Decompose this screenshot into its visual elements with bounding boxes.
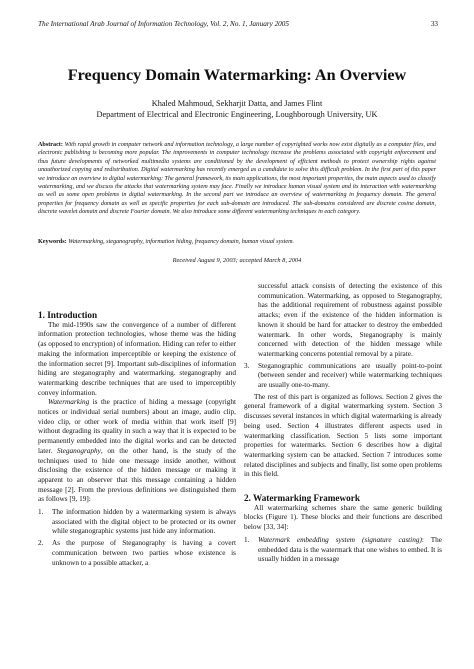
paragraph-organization: The rest of this part is organized as follows. Section 2 gives the general framework of a digital watermarking system. Section 3 discusses several instances in which digital watermarking is already being used. Section 4 illustrates different aspects used in watermarking classification. Section 5 lists some important properties for watermarks. Section 6 describes how a digital watermarking system can be attacked. Section 7 introduces some related disciplines and subjects and finally, list some open problems in this field. xyxy=(244,392,442,479)
abstract xyxy=(38,141,436,217)
list-item xyxy=(244,536,442,565)
list-number: 1. xyxy=(38,508,44,517)
distinction-list-cont xyxy=(244,362,442,391)
section-heading-introduction: 1. Introduction xyxy=(38,310,98,320)
list-item xyxy=(38,539,236,568)
running-header: The International Arab Journal of Information Technology, Vol. 2, No. 1, January 2005 xyxy=(38,20,289,28)
left-column xyxy=(38,283,236,570)
list-item-text: The embedded data is the watermark that one wishes to embed. It is usually hidden in a message xyxy=(258,535,442,564)
framework-list xyxy=(244,536,442,565)
term-embedding-system: Watermark embedding system (signature casting) xyxy=(258,535,422,544)
abstract-label: Abstract: xyxy=(38,142,63,148)
affiliation: Department of Electrical and Electronic Engineering, Loughborough University, UK xyxy=(96,110,378,119)
keywords xyxy=(38,238,436,246)
paragraph-framework: All watermarking schemes share the same generic building blocks (Figure 1). These blocks and their functions are described below [33, 34]: xyxy=(244,503,442,532)
keywords-text: Watermarking, steganography, information hiding, frequency domain, human visual system. xyxy=(68,239,295,245)
right-column xyxy=(244,282,442,567)
list-item xyxy=(38,508,236,537)
distinction-list xyxy=(38,508,236,568)
list-item-text: As the purpose of Steganography is having a covert communication between two parties whose existence is unknown to a possible attacker, a xyxy=(52,539,236,567)
list-number: 3. xyxy=(244,361,250,370)
list-number: 2. xyxy=(38,539,44,548)
paragraph-watermarking xyxy=(38,398,236,505)
received-date: Received August 9, 2003; accepted March 8, 2004 xyxy=(172,257,302,264)
term-colon: : xyxy=(421,535,424,544)
list-number: 1. xyxy=(244,535,250,544)
list-item-continuation: successful attack consists of detecting the existence of this communication. Watermarking, as opposed to Steganography, has the additional requirement of robustness against possible attacks; even if the existence of the hidden information is known it should be hard for attacker to destroy the embedded watermark. In other words, Steganography is mainly concerned with detection of the hidden message while watermarking concerns potential removal by a pirate. xyxy=(258,282,442,358)
keywords-label: Keywords: xyxy=(38,239,67,245)
paragraph-watermarking-b: , on the other hand, is the study of the techniques used to hide one message inside another, without disclosing the existence of the hidden message or making it apparent to an observer that this message containing a hidden message [2]. From the previous definitions we distinguished them as follows [9, 19]: xyxy=(38,446,236,504)
author-block xyxy=(0,98,474,120)
term-steganography: Steganography xyxy=(56,446,101,455)
list-item xyxy=(244,362,442,391)
paragraph-intro: The mid-1990s saw the convergence of a number of different information protection technologies, whose theme was the hiding (as opposed to encryption) of information. Hiding can refer to either making the information imperceptible or keeping the existence of the information secret [9]. Important sub-disciplines of information hiding are steganography and watermarking. steganography and watermarking describe techniques that are used to imperceptibly convey information. xyxy=(38,320,236,397)
page-number: 33 xyxy=(430,20,438,28)
paragraph-watermarking-a: is the practice of hiding a message (copyright notices or individual serial numbers) about an image, audio clip, video clip, or other work of media within that work itself [9] without degrading its quality in such a way that it is expected to be permanently embedded into the digital works and can be detected later. xyxy=(38,398,236,455)
section-heading-framework: 2. Watermarking Framework xyxy=(244,493,360,504)
authors: Khaled Mahmoud, Sekharjit Datta, and James Flint xyxy=(151,99,323,108)
abstract-text: With rapid growth in computer network and information technology, a large number of copyrighted works now exist digitally as a computer files, and electronic publishing is becoming more popular. The improvements in computer technology increase the problems associated with copyright enforcement and thus future developments of networked multimedia systems are conditioned by the development of efficient methods to protect ownership rights against unauthorized copying and redistribution. Digital watermarking has recently emerged as a candidate to solve this difficult problem. In the first part of this paper we introduce an overview to digital watermarking: The general framework, its main applications, the most important properties, the main aspects used to classify watermarking, and we discuss the attacks that watermarking system may face. Finally we introduce human visual system and its interaction with watermarking as well as some open problems in digital watermarking. In the second part we introduce an overview of watermarking in frequency domain. The general properties for frequency domain as well as specific properties for each sub-domain are introduced. The sub-domains considered are discrete cosine domain, discrete wavelet domain and discrete Fourier domain. We also introduce some different watermarking techniques in each category. xyxy=(38,142,436,216)
paper-title: Frequency Domain Watermarking: An Overview xyxy=(67,66,407,84)
list-item-text: Steganographic communications are usually point-to-point (between sender and receiver) while watermarking techniques are usually one-to-many. xyxy=(258,361,442,390)
list-item-text: The information hidden by a watermarking system is always associated with the digital object to be protected or its owner while steganographic systems just hide any information. xyxy=(52,508,236,536)
term-watermarking: Watermarking xyxy=(48,398,90,407)
